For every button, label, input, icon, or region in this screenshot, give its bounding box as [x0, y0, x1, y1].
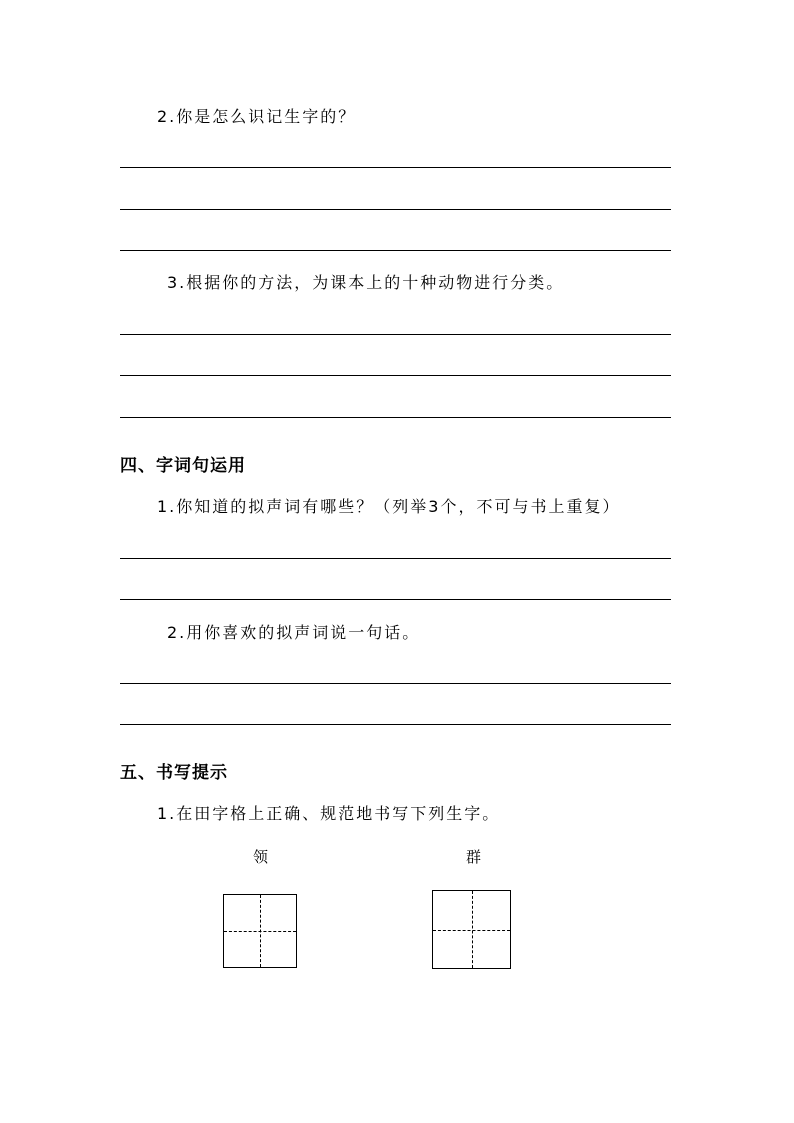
answer-line[interactable] [120, 167, 671, 168]
answer-line[interactable] [120, 683, 671, 684]
section-4-question-1: 1.你知道的拟声词有哪些？（列举3个，不可与书上重复） [157, 497, 621, 516]
section-5-heading: 五、书写提示 [120, 763, 228, 783]
answer-line[interactable] [120, 334, 671, 335]
answer-line[interactable] [120, 724, 671, 725]
grid-guide-horizontal [433, 930, 510, 931]
section-4-heading: 四、字词句运用 [120, 456, 246, 476]
tianzige-grid[interactable] [432, 890, 511, 969]
answer-line[interactable] [120, 417, 671, 418]
grid-guide-horizontal [224, 931, 296, 932]
answer-line[interactable] [120, 209, 671, 210]
section-5-question-1: 1.在田字格上正确、规范地书写下列生字。 [157, 804, 501, 823]
answer-line[interactable] [120, 599, 671, 600]
question-3-text: 3.根据你的方法，为课本上的十种动物进行分类。 [167, 273, 565, 292]
character-label: 群 [466, 848, 482, 866]
section-4-question-2: 2.用你喜欢的拟声词说一句话。 [167, 623, 421, 642]
answer-line[interactable] [120, 558, 671, 559]
tianzige-grid[interactable] [223, 894, 297, 968]
question-2-text: 2.你是怎么识记生字的？ [157, 107, 357, 126]
answer-line[interactable] [120, 250, 671, 251]
character-label: 领 [253, 848, 269, 866]
answer-line[interactable] [120, 375, 671, 376]
